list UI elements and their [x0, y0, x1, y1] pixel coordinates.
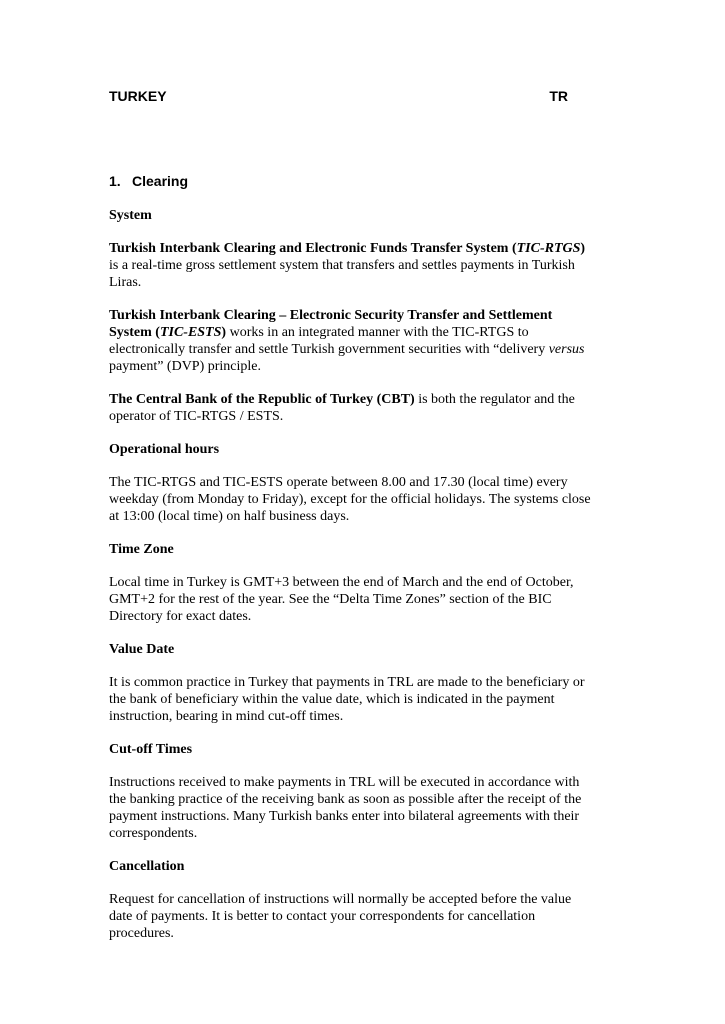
heading-value-date: Value Date	[109, 642, 175, 657]
header-country-code: TR	[549, 88, 568, 104]
tic-rtgs-close: )	[580, 241, 586, 256]
paragraph-operational-hours: The TIC-RTGS and TIC-ESTS operate between 8.00 and 17.30 (local time) every weekday (from Monday to Friday), except for the official holidays. The systems close at 13:00 (local time) on half business days.	[109, 475, 591, 524]
tic-ests-acronym: TIC-ESTS	[159, 325, 222, 340]
heading-system: System	[109, 208, 152, 223]
tic-rtgs-acronym: TIC-RTGS	[516, 241, 581, 256]
document-body	[109, 207, 595, 958]
tic-ests-versus: versus	[548, 342, 585, 357]
header-country: TURKEY	[109, 88, 167, 104]
tic-ests-close: )	[221, 325, 227, 340]
paragraph-value-date: It is common practice in Turkey that payments in TRL are made to the beneficiary or the bank of beneficiary within the value date, which is indicated in the payment instruction, bearing in mind cut-off times.	[109, 675, 585, 724]
paragraph-tic-ests	[109, 307, 595, 375]
cbt-name: The Central Bank of the Republic of Turkey (CBT)	[109, 392, 415, 407]
section-number: 1.	[109, 173, 121, 189]
tic-rtgs-name: Turkish Interbank Clearing and Electronic Funds Transfer System (	[109, 241, 517, 256]
tic-ests-description-a: works in an integrated manner with the TIC-RTGS to electronically transfer and settle Turkish government securities with “delivery	[109, 325, 549, 357]
paragraph-time-zone: Local time in Turkey is GMT+3 between the end of March and the end of October, GMT+2 for the rest of the year. See the “Delta Time Zones” section of the BIC Directory for exact dates.	[109, 575, 574, 624]
heading-cancellation: Cancellation	[109, 859, 185, 874]
tic-rtgs-description: is a real-time gross settlement system that transfers and settles payments in Turkish Liras.	[109, 258, 575, 290]
paragraph-cutoff-times: Instructions received to make payments in TRL will be executed in accordance with the banking practice of the receiving bank as soon as possible after the receipt of the payment instructions. Many Turkish banks enter into bilateral agreements with their correspondents.	[109, 775, 582, 841]
heading-cutoff-times: Cut-off Times	[109, 742, 193, 757]
paragraph-cbt	[109, 391, 595, 425]
tic-ests-description-b: payment” (DVP) principle.	[109, 359, 262, 374]
paragraph-tic-rtgs	[109, 240, 595, 291]
cbt-description: is both the regulator and the operator of TIC-RTGS / ESTS.	[109, 392, 575, 424]
tic-ests-name: Turkish Interbank Clearing – Electronic Security Transfer and Settlement System (	[109, 308, 553, 340]
heading-time-zone: Time Zone	[109, 542, 174, 557]
paragraph-cancellation: Request for cancellation of instructions will normally be accepted before the value date of payments. It is better to contact your correspondents for cancellation procedures.	[109, 892, 572, 941]
section-title-text: Clearing	[132, 173, 189, 189]
heading-operational-hours: Operational hours	[109, 442, 220, 457]
section-title	[109, 173, 188, 190]
